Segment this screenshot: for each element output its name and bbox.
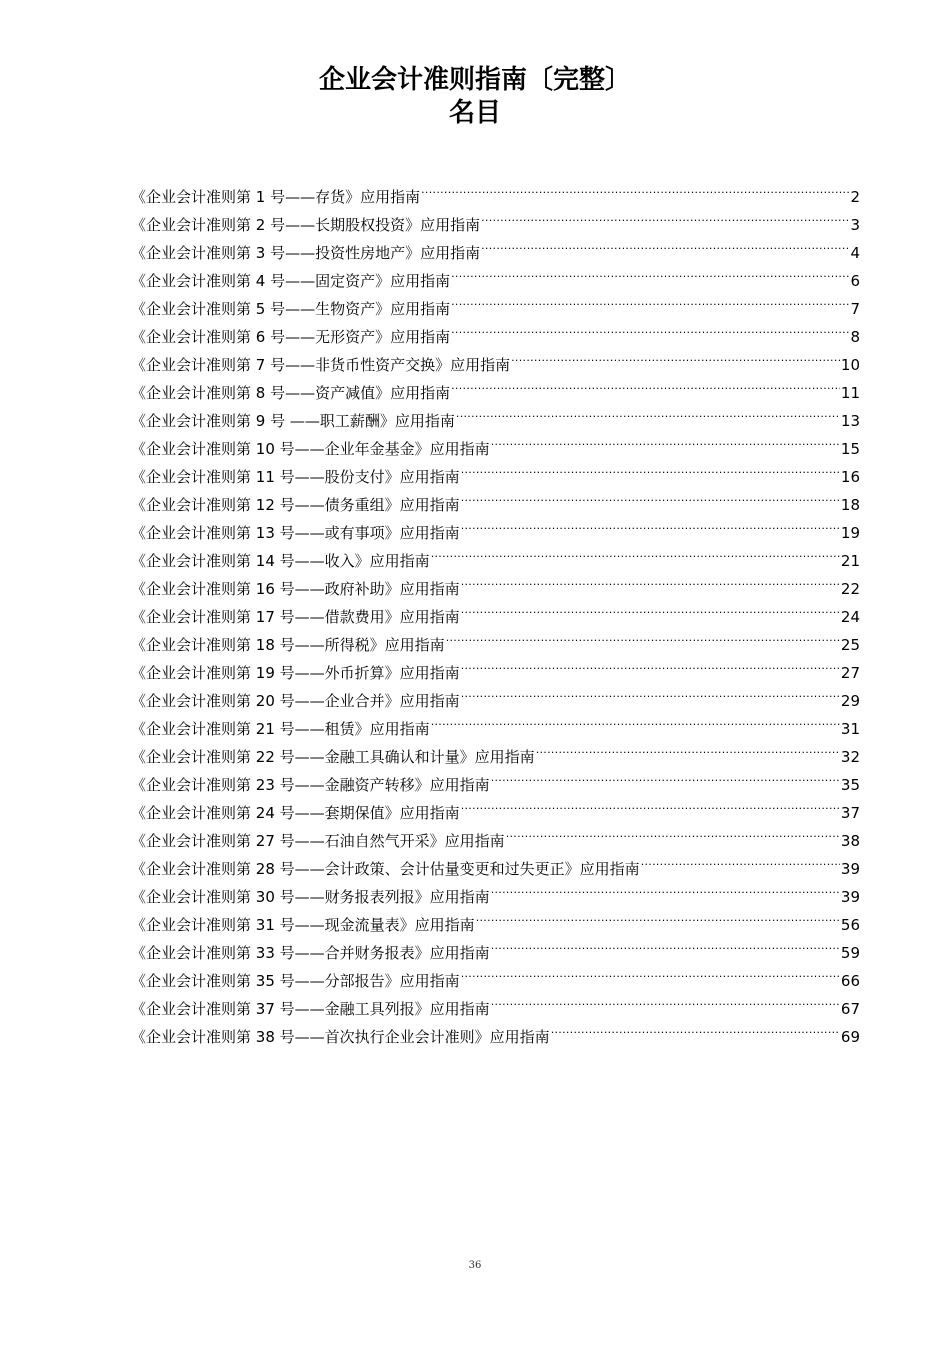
toc-entry-number: 13: [255, 524, 275, 542]
toc-entry-page: 31: [840, 720, 860, 738]
toc-dot-leader: [491, 986, 840, 1014]
toc-entry-number: 21: [255, 720, 275, 738]
toc-dot-leader: [551, 1014, 840, 1042]
toc-dot-leader: [451, 258, 849, 286]
toc-entry-prefix: 《企业会计准则第: [131, 608, 252, 626]
toc-entry-prefix: 《企业会计准则第: [131, 244, 252, 262]
toc-dot-leader: [461, 482, 840, 510]
toc-entry-title: [131, 603, 460, 631]
table-of-contents: [131, 174, 860, 1046]
toc-dot-leader: [461, 958, 840, 986]
toc-entry-suffix: 号——收入》应用指南: [279, 552, 430, 570]
toc-dot-leader: [456, 398, 840, 426]
toc-entry-suffix: 号——外币折算》应用指南: [279, 664, 460, 682]
toc-entry-page: 21: [840, 552, 860, 570]
toc-entry-number: 20: [255, 692, 275, 710]
toc-entry-suffix: 号——政府补助》应用指南: [279, 580, 460, 598]
toc-entry-number: 5: [255, 300, 266, 318]
toc-entry-page: 4: [850, 244, 860, 262]
title-line-1: 企业会计准则指南〔完整〕: [318, 65, 631, 95]
toc-entry-number: 19: [255, 664, 275, 682]
toc-dot-leader: [491, 426, 840, 454]
toc-entry-prefix: 《企业会计准则第: [131, 804, 252, 822]
toc-entry-page: 25: [840, 636, 860, 654]
toc-entry-title: [131, 547, 430, 575]
toc-entry-number: 4: [255, 272, 266, 290]
toc-entry-page: 39: [840, 860, 860, 878]
toc-entry-page: 7: [850, 300, 860, 318]
toc-entry-suffix: 号——套期保值》应用指南: [279, 804, 460, 822]
toc-dot-leader: [451, 314, 849, 342]
toc-dot-leader: [461, 510, 840, 538]
toc-entry-prefix: 《企业会计准则第: [131, 664, 252, 682]
toc-entry-prefix: 《企业会计准则第: [131, 216, 252, 234]
toc-dot-leader: [491, 930, 840, 958]
toc-dot-leader: [461, 790, 840, 818]
toc-entry-suffix: 号——长期股权投资》应用指南: [270, 216, 481, 234]
toc-entry-page: 29: [840, 692, 860, 710]
toc-entry-suffix: 号——企业年金基金》应用指南: [279, 440, 490, 458]
toc-entry-title: [131, 211, 480, 239]
toc-entry-number: 2: [255, 216, 266, 234]
toc-entry-title: [131, 1023, 550, 1051]
toc-entry-number: 38: [255, 1028, 275, 1046]
toc-entry-title: [131, 995, 490, 1023]
toc-entry-title: [131, 323, 450, 351]
toc-entry-title: [131, 379, 450, 407]
toc-entry-number: 27: [255, 832, 275, 850]
toc-entry-title: [131, 435, 490, 463]
toc-entry-suffix: 号——非货币性资产交换》应用指南: [270, 356, 511, 374]
document-title: [0, 64, 950, 130]
toc-entry-suffix: 号——股份支付》应用指南: [279, 468, 460, 486]
toc-entry-number: 37: [255, 1000, 275, 1018]
toc-entry-page: 59: [840, 944, 860, 962]
toc-entry-page: 24: [840, 608, 860, 626]
toc-dot-leader: [641, 846, 840, 874]
toc-entry-title: [131, 183, 420, 211]
toc-dot-leader: [431, 538, 840, 566]
toc-entry-number: 9: [255, 412, 266, 430]
toc-entry-page: 35: [840, 776, 860, 794]
toc-entry[interactable]: [131, 174, 860, 206]
toc-entry-prefix: 《企业会计准则第: [131, 636, 252, 654]
toc-dot-leader: [536, 734, 840, 762]
toc-entry-suffix: 号——债务重组》应用指南: [279, 496, 460, 514]
toc-dot-leader: [461, 454, 840, 482]
toc-entry-prefix: 《企业会计准则第: [131, 496, 252, 514]
toc-dot-leader: [476, 902, 840, 930]
toc-entry-number: 16: [255, 580, 275, 598]
toc-entry-suffix: 号——企业合并》应用指南: [279, 692, 460, 710]
toc-entry-number: 11: [255, 468, 275, 486]
toc-entry-page: 22: [840, 580, 860, 598]
toc-entry-page: 38: [840, 832, 860, 850]
toc-entry-title: [131, 519, 460, 547]
toc-dot-leader: [511, 342, 840, 370]
toc-entry-prefix: 《企业会计准则第: [131, 944, 252, 962]
toc-entry-title: [131, 239, 480, 267]
toc-entry-number: 10: [255, 440, 275, 458]
toc-entry-page: 16: [840, 468, 860, 486]
toc-entry-suffix: 号——分部报告》应用指南: [279, 972, 460, 990]
toc-entry-suffix: 号——无形资产》应用指南: [270, 328, 451, 346]
toc-entry-number: 22: [255, 748, 275, 766]
toc-entry-prefix: 《企业会计准则第: [131, 692, 252, 710]
toc-entry-suffix: 号——租赁》应用指南: [279, 720, 430, 738]
toc-entry-title: [131, 631, 445, 659]
toc-entry-title: [131, 575, 460, 603]
toc-entry-title: [131, 295, 450, 323]
toc-entry-number: 1: [255, 188, 266, 206]
toc-entry-prefix: 《企业会计准则第: [131, 300, 252, 318]
toc-entry-title: [131, 687, 460, 715]
toc-entry-title: [131, 771, 490, 799]
toc-entry-page: 13: [840, 412, 860, 430]
toc-entry-title: [131, 911, 475, 939]
toc-entry-number: 30: [255, 888, 275, 906]
toc-entry-suffix: 号——存货》应用指南: [270, 188, 421, 206]
toc-entry-page: 3: [850, 216, 860, 234]
toc-entry-suffix: 号——金融工具确认和计量》应用指南: [279, 748, 535, 766]
page-number: 36: [468, 1260, 482, 1271]
toc-dot-leader: [491, 762, 840, 790]
toc-dot-leader: [491, 874, 840, 902]
toc-entry-prefix: 《企业会计准则第: [131, 524, 252, 542]
toc-entry-number: 23: [255, 776, 275, 794]
toc-entry-suffix: 号——首次执行企业会计准则》应用指南: [279, 1028, 550, 1046]
toc-entry-suffix: 号——石油自然气开采》应用指南: [279, 832, 505, 850]
toc-entry-suffix: 号——合并财务报表》应用指南: [279, 944, 490, 962]
toc-dot-leader: [461, 678, 840, 706]
toc-entry-prefix: 《企业会计准则第: [131, 748, 252, 766]
toc-entry-page: 37: [840, 804, 860, 822]
toc-entry-suffix: 号——所得税》应用指南: [279, 636, 445, 654]
toc-entry-number: 35: [255, 972, 275, 990]
toc-entry-suffix: 号——投资性房地产》应用指南: [270, 244, 481, 262]
toc-entry-prefix: 《企业会计准则第: [131, 888, 252, 906]
toc-dot-leader: [451, 286, 849, 314]
toc-entry-number: 33: [255, 944, 275, 962]
toc-entry-title: [131, 827, 505, 855]
toc-entry-prefix: 《企业会计准则第: [131, 468, 252, 486]
toc-entry-title: [131, 743, 535, 771]
toc-entry-page: 15: [840, 440, 860, 458]
toc-dot-leader: [461, 566, 840, 594]
toc-entry-suffix: 号——金融资产转移》应用指南: [279, 776, 490, 794]
toc-entry-title: [131, 267, 450, 295]
toc-entry-title: [131, 491, 460, 519]
toc-entry-prefix: 《企业会计准则第: [131, 776, 252, 794]
toc-entry-title: [131, 883, 490, 911]
toc-entry-prefix: 《企业会计准则第: [131, 720, 252, 738]
toc-dot-leader: [446, 622, 840, 650]
toc-entry-number: 14: [255, 552, 275, 570]
toc-entry-prefix: 《企业会计准则第: [131, 916, 252, 934]
toc-entry-number: 8: [255, 384, 266, 402]
toc-entry-prefix: 《企业会计准则第: [131, 972, 252, 990]
toc-entry-page: 18: [840, 496, 860, 514]
toc-entry-prefix: 《企业会计准则第: [131, 1000, 252, 1018]
toc-entry-page: 56: [840, 916, 860, 934]
toc-entry-page: 67: [840, 1000, 860, 1018]
toc-entry-page: 8: [850, 328, 860, 346]
toc-entry-prefix: 《企业会计准则第: [131, 356, 252, 374]
toc-dot-leader: [421, 174, 849, 202]
toc-entry-title: [131, 799, 460, 827]
toc-entry-number: 24: [255, 804, 275, 822]
toc-dot-leader: [451, 370, 840, 398]
toc-entry-prefix: 《企业会计准则第: [131, 860, 252, 878]
toc-entry-number: 17: [255, 608, 275, 626]
toc-entry-title: [131, 967, 460, 995]
toc-dot-leader: [506, 818, 840, 846]
toc-dot-leader: [481, 230, 849, 258]
toc-entry-suffix: 号——资产减值》应用指南: [270, 384, 451, 402]
toc-entry-number: 7: [255, 356, 266, 374]
toc-entry-title: [131, 463, 460, 491]
toc-entry-prefix: 《企业会计准则第: [131, 188, 252, 206]
toc-entry-suffix: 号——固定资产》应用指南: [270, 272, 451, 290]
toc-entry-page: 39: [840, 888, 860, 906]
toc-entry-suffix: 号 ——职工薪酬》应用指南: [270, 412, 455, 430]
title-line-2: 名目: [448, 98, 501, 128]
toc-entry-suffix: 号——财务报表列报》应用指南: [279, 888, 490, 906]
toc-dot-leader: [461, 650, 840, 678]
toc-entry-number: 31: [255, 916, 275, 934]
toc-entry-number: 6: [255, 328, 266, 346]
toc-entry-number: 18: [255, 636, 275, 654]
toc-entry-number: 12: [255, 496, 275, 514]
toc-entry-page: 6: [850, 272, 860, 290]
toc-entry-prefix: 《企业会计准则第: [131, 412, 252, 430]
toc-entry-prefix: 《企业会计准则第: [131, 580, 252, 598]
toc-entry-page: 11: [840, 384, 860, 402]
toc-entry-prefix: 《企业会计准则第: [131, 272, 252, 290]
toc-entry-page: 2: [850, 188, 860, 206]
toc-entry-suffix: 号——现金流量表》应用指南: [279, 916, 475, 934]
toc-entry-suffix: 号——借款费用》应用指南: [279, 608, 460, 626]
toc-entry-page: 10: [840, 356, 860, 374]
toc-entry-suffix: 号——会计政策、会计估量变更和过失更正》应用指南: [279, 860, 640, 878]
toc-entry-prefix: 《企业会计准则第: [131, 552, 252, 570]
toc-entry-page: 32: [840, 748, 860, 766]
toc-entry-title: [131, 939, 490, 967]
toc-dot-leader: [461, 594, 840, 622]
toc-entry-title: [131, 659, 460, 687]
toc-entry-prefix: 《企业会计准则第: [131, 832, 252, 850]
toc-entry-number: 28: [255, 860, 275, 878]
toc-entry-page: 27: [840, 664, 860, 682]
toc-dot-leader: [431, 706, 840, 734]
toc-entry-title: [131, 715, 430, 743]
toc-entry-title: [131, 407, 455, 435]
toc-entry-prefix: 《企业会计准则第: [131, 440, 252, 458]
toc-entry-page: 19: [840, 524, 860, 542]
toc-dot-leader: [481, 202, 849, 230]
toc-entry-page: 69: [840, 1028, 860, 1046]
toc-entry-prefix: 《企业会计准则第: [131, 1028, 252, 1046]
toc-entry-prefix: 《企业会计准则第: [131, 384, 252, 402]
toc-entry-number: 3: [255, 244, 266, 262]
toc-entry-suffix: 号——生物资产》应用指南: [270, 300, 451, 318]
toc-entry-page: 66: [840, 972, 860, 990]
toc-entry-suffix: 号——金融工具列报》应用指南: [279, 1000, 490, 1018]
toc-entry-prefix: 《企业会计准则第: [131, 328, 252, 346]
toc-entry-suffix: 号——或有事项》应用指南: [279, 524, 460, 542]
